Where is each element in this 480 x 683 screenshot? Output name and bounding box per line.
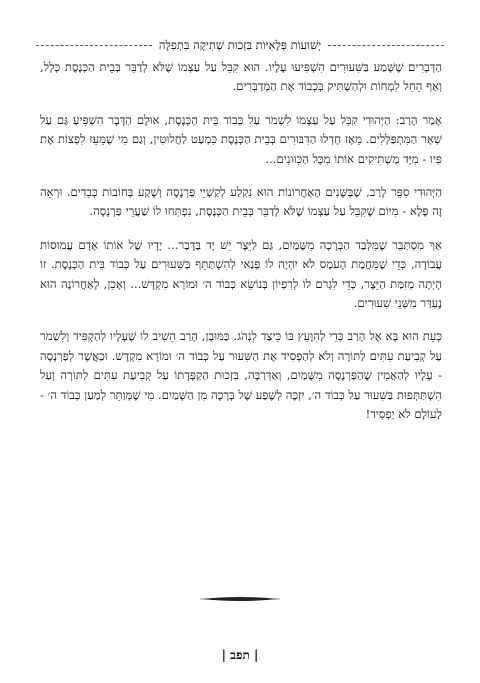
running-header — [36, 38, 444, 52]
header-title: יְשׁוּעוֹת פְּלָאִיּוֹת בִּזְכוּת שְׁתִיקָה בִּתְפִלָּה — [158, 38, 322, 52]
paragraph: אַךְ מִסְתַּבֵּר שֶׁמִּלְּבַד הַבְּרָכָה מִשָּׁמַיִם, גַּם לַיֵּצֶר יֵשׁ יָד בַּדָּבָר... יָדָיו שֶׁל אוֹתוֹ אָדָם עֲמוּסוֹת עֲבוֹדָה, כְּדֵי שֶׁמֵּחֲמַת הָעֹמֶס לֹא יִהְיֶה לוֹ פְּנַאי לְהִשְׁתַּתֵּף בַּשִּׁעוּרִים עַל כְּבוֹד בֵּית הַכְּנֶסֶת. זוֹ הָיְתָה מְזִמַּת הַיֵּצֶר, כְּדֵי לִגְרֹם לוֹ לְרִפְיוֹן בְּנוֹשֵׂא כְּבוֹד ה׳ וּמוֹרָא מִקְדָּשׁ... וְאָכֵן, לָאַחֲרוֹנָה הוּא נֶעְדַּר מִשְּׁנֵי שִׁעוּרִים. — [40, 237, 442, 311]
paragraph: הַדְּבָרִים שֶׁשָּׁמַע בַּשִּׁעוּרִים הִשְׁפִּיעוּ עָלָיו. הוּא קִבֵּל עַל עַצְמוֹ שֶׁלֹּא לְדַבֵּר בְּבֵית הַכְּנֶסֶת כְּלָל, וְאַף הֵחֵל לִמְחוֹת וּלְהַשְׁתִּיק בְּכָבוֹד אֶת הַמְדַבְּרִים. — [40, 60, 442, 94]
paragraph: כָּעֵת הוּא בָּא אֶל הָרַב כְּדֵי לְהִוָּעֵץ בּוֹ כֵּיצַד לִנְהֹג. כַּמּוּבָן, הָרַב הֵשִׁיב לוֹ שֶׁעָלָיו לְהַקְפִּיד וְלִשְׁמֹר עַל קְבִיעַת עִתִּים לַתּוֹרָה וְלֹא לְהַפְסִיד אֶת הַשִּׁעוּר עַל כְּבוֹד ה׳ וּמוֹרָא מִקְדָּשׁ. וּכַאֲשֶׁר לְפַרְנָסָה - עָלָיו לְהַאֲמִין שֶׁהַפַּרְנָסָה מִשָּׁמַיִם, וְאַדְּרַבָּה, בִּזְכוּת הַקְפָּדָתוֹ עַל קְבִיעַת עִתִּים לַתּוֹרָה וְעַל הִשְׁתַּתְּפוּת בַּשִּׁעוּר עַל כְּבוֹד ה׳, יִזְכֶּה לְשֶׁפַע שֶׁל בְּרָכָה מִן הַשָּׁמַיִם. מִי שֶׁמְּוַתֵּר לְמַעַן כְּבוֹד ה׳ - לְעוֹלָם לֹא יַפְסִיד! — [40, 329, 442, 422]
paragraph: אָמַר הָרַב: הַיְּהוּדִי קִבֵּל עַל עַצְמוֹ לִשְׁמֹר עַל כְּבוֹד בֵּית הַכְּנֶסֶת, אוּלָם הַדָּבָר הִשְׁפִּיעַ גַּם עַל שְׁאָר הַמִּתְפַּלְּלִים. מֵאָז חָדְלוּ הַדִּבּוּרִים בְּבֵית הַכְּנֶסֶת כִּמְעַט לַחֲלוּטִין, וְגַם מִי שֶׁמֵּעֵז לִפְצוֹת אֶת פִּיו - מִיָּד מַשְׁתִּיקִים אוֹתוֹ מִכָּל הַכִּוּוּנִים... — [40, 112, 442, 166]
header-rule-right — [328, 45, 444, 46]
section-end-ornament — [200, 594, 280, 604]
header-rule-left — [36, 45, 152, 46]
article-body — [40, 58, 442, 439]
page-number: | תפב | — [221, 648, 259, 662]
paragraph: הַיְּהוּדִי סִפֵּר לָרַב, שֶׁבַּשָּׁנִים הָאַחֲרוֹנוֹת הוּא נִקְלַע לְקַשְׁיֵי פַּרְנָסָה וְשָׁקַע בְּחוֹבוֹת כְּבֵדִים. וּרְאֵה זֶה פֶּלֶא - מִיּוֹם שֶׁקִּבֵּל עַל עַצְמוֹ שֶׁלֹּא לְדַבֵּר בְּבֵית הַכְּנֶסֶת, נִפְתְּחוּ לוֹ שַׁעֲרֵי פַּרְנָסָה. — [40, 185, 442, 219]
